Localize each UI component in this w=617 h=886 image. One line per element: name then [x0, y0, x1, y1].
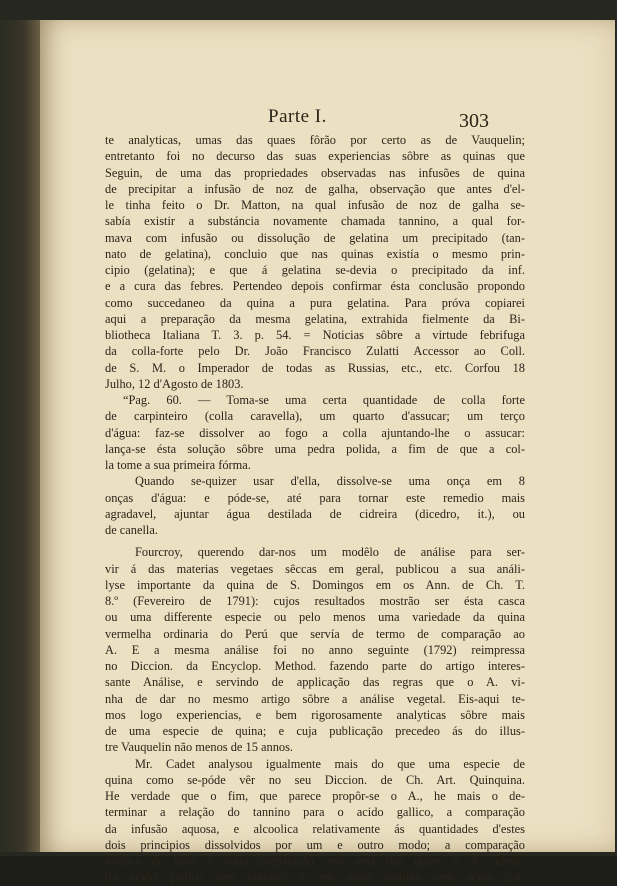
text-line: no Diccion. da Encyclop. Method. fazendo parte do artigo interes-: [105, 659, 525, 673]
text-line: Quando se-quizer usar d'ella, dissolve-se uma onça em 8: [135, 474, 525, 489]
text-line: terminar a relação do tannino para o acido gallico, a comparação: [105, 805, 525, 820]
running-head: Parte I.: [268, 106, 327, 127]
text-line: tia acido gallico sem tannino; e em outra tannino sem acido gal-: [105, 870, 525, 885]
text-line: agradavel, ajuntar água destilada de cidreira (dicedro, it.), ou: [105, 506, 525, 521]
text-line: te analyticas, umas das quaes fôrão por certo as de Vauquelin;: [105, 133, 525, 147]
page-header: [40, 80, 615, 132]
text-line: mos logo experiencias, e bem rigorosamente analyticas sôbre mais: [105, 707, 525, 722]
text-line: lyse importante da quina de S. Domingos em os Ann. de Ch. T.: [105, 577, 525, 592]
text-line: mava com infusão ou dissolução de gelatina um precipitado (tan-: [105, 230, 525, 245]
text-line: Julho, 12 d'Agosto de 1803.: [105, 376, 244, 391]
text-line: aqui a preparação da mesma gelatina, extrahida fielmente da Bi-: [105, 311, 525, 326]
text-line: nha de dar no mesmo artigo sôbre a análise vegetal. Eis-aqui te-: [105, 691, 525, 706]
text-line: vermelha ordinaria do Perú que servía de termo de comparação ao: [105, 626, 525, 641]
text-line: como succedaneo da quina a pura gelatina. Para próva copiarei: [105, 295, 525, 310]
text-line: vir á das materias vegetaes sêccas em geral, publicou a sua análi-: [105, 561, 525, 576]
body-text: [105, 132, 525, 886]
text-line: Seguin, de uma das propriedades observadas nas infusões de quina: [105, 165, 525, 180]
text-line: 8.º (Fevereiro de 1791): cujos resultados mostrão ser ésta casca: [105, 594, 525, 608]
text-line: de precipitar a infusão de noz de galha, observação que antes d'el-: [105, 181, 525, 196]
text-line: de carpinteiro (colla caravella), um quarto d'assucar; um terço: [105, 409, 525, 424]
text-line: cipio (gelatina); e que á gelatina se-devia o precipitado da inf.: [105, 263, 525, 277]
text-line: de S. M. o Imperador de todas as Russias, etc., etc. Corfou 18: [105, 360, 525, 375]
text-line: quina como se-póde vêr no seu Diccion. de Ch. Art. Quinquina.: [105, 772, 525, 787]
text-line: la tome a sua primeira fórma.: [105, 458, 251, 472]
text-line: ou uma differente especie ou pelo menos uma variedade da quina: [105, 610, 525, 625]
text-line: de canella.: [105, 523, 158, 537]
text-line: médica de uma e outra preparação, em uma das quaes o A. admit-: [105, 854, 525, 868]
text-line: Fourcroy, querendo dar-nos um modêlo de análise para ser-: [135, 545, 525, 560]
text-line: lança-se ésta solução sôbre uma pedra polida, a fim de que a col-: [105, 441, 525, 456]
text-line: sante Análise, e servindo de applicação das regras que o A. vi-: [105, 675, 525, 690]
text-line: da colla-forte pelo Dr. João Francisco Zulatti Accessor ao Coll.: [105, 344, 525, 359]
text-line: nato de gelatina), concluio que nas quinas existía o mesmo prin-: [105, 246, 525, 261]
text-line: entretanto foi no decurso das suas experiencias sôbre as quinas que: [105, 149, 525, 164]
text-line: le tinha feito o Dr. Matton, na qual infusão de noz de galha se-: [105, 198, 525, 212]
text-line: da infusão aquosa, e alcoolica relativamente ás quantidades d'estes: [105, 821, 525, 836]
text-line: sabía existir a substáncia novamente chamada tannino, a qual for-: [105, 214, 525, 229]
page-number: 303: [459, 110, 489, 132]
book-page: [40, 20, 615, 885]
text-line: e a cura das febres. Pertendeo depois confirmar ésta conclusão propondo: [105, 279, 525, 294]
text-line: A. E a mesma análise foi no anno seguinte (1792) reimpressa: [105, 642, 525, 657]
text-line: He verdade que o fim, que parece propôr-se o A., he mais o de-: [105, 789, 525, 803]
text-line: tre Vauquelin não menos de 15 annos.: [105, 740, 293, 755]
text-line: dois principios dissolvidos por um e outro modo; a comparação: [105, 837, 525, 852]
book-gutter: [0, 20, 40, 852]
text-line: Mr. Cadet analysou igualmente mais do que uma especie de: [135, 756, 525, 771]
text-line: d'água: faz-se dissolver ao fogo a colla ajuntando-lhe o assucar:: [105, 425, 525, 440]
text-line: onças d'água: e póde-se, até para tornar este remedio mais: [105, 490, 525, 505]
text-line: de uma especie de quina; e cuja publicação precedeo ás do illus-: [105, 724, 525, 738]
text-line: bliotheca Italiana T. 3. p. 54. = Noticias sôbre a virtude febrifuga: [105, 328, 525, 342]
text-line: “Pag. 60. — Toma-se uma certa quantidade de colla forte: [123, 393, 525, 407]
